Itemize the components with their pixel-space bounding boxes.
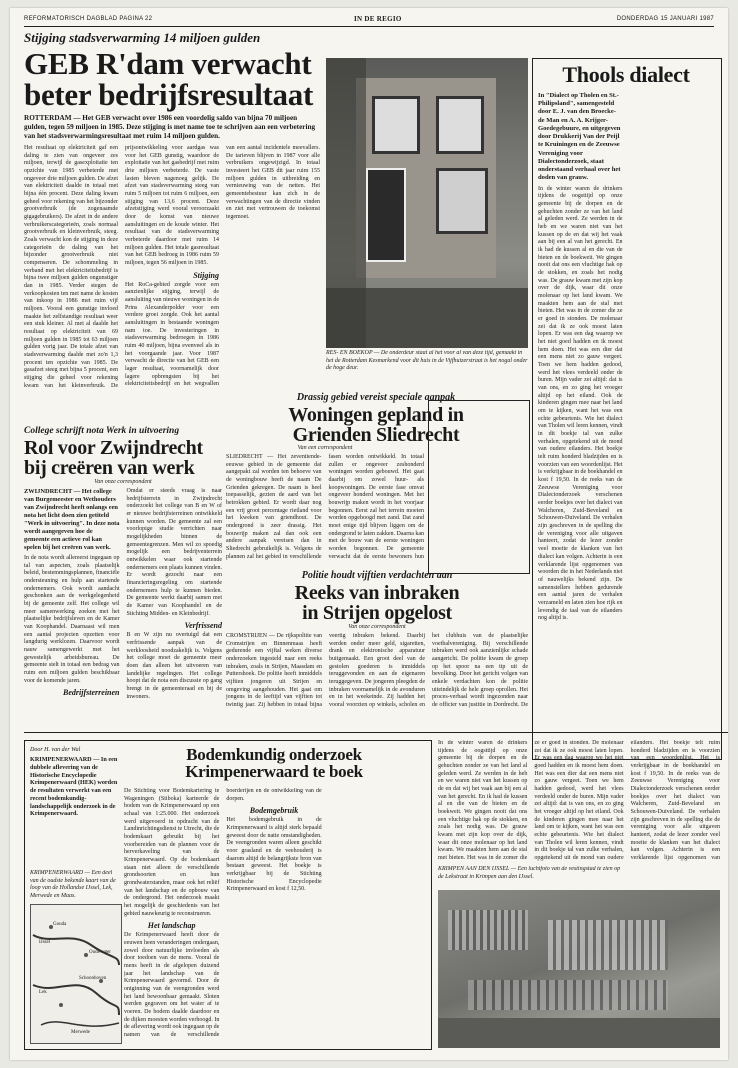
geb-body: Het resultaat op elektriciteit gaf een daling te zien van ongeveer zes miljoen, terwijl de gasexploitatie ten opzichte van 1985 verbeterde met ongeveer drie miljoen gulden. De afzet van elektriciteit daalde in totaal met bijna één procent. Deze daling kwam geheel voor rekening van het bijzonder grootverbruik (de zogenaamde gigagebruikers). De afzet in de andere verbruikerscategorieën, zoals normaal grootverbruik en kleinverbruik, steeg. Zoals verwacht kon de stijging in deze categorieën de daling van het bijzonder grootverbruik niet compenseren. De schommeling in verband met het elektriciteitsbedrijf is bijna twee miljoen gulden ongunstiger dan in 1985. Verder stegen de verkoopkosten ten met name de kosten van inkoop in 1986 met ruim vijf miljoen. Vooral een gunstige invloed maakte het zelfstandige resultaat weer een stuk kleiner. Al met al daalde het resultaat op elektriciteit van 69 miljoen gulden in 1985 tot 63 miljoen gulden vorig jaar. De totale afzet van stadsverwarming daalde met zo'n 1,3 procent ten opzichte van 1985. De gasafzet steeg met bijna 5 procent, een stijging die geheel voor rekening kwam van het kleinverbruik. De prijsontwikkeling voor aardgas was voor het GEB gunstig, waardoor de exploitatie van het gasbedrijf met ruim drie miljoen verbeterde. De vaste lasten bleven nagenoeg gelijk. De afzet van stadsverwarming steeg van ruim 5 miljoen tot ruim 6 miljoen, een stijging van 13,6 procent. Deze afzetstijging werd vooral veroorzaakt door de komst van nieuwe aansluitingen en de koude winter. Het resultaat van de stadsverwarming verbeterde daardoor met ruim 14 miljoen gulden. Het totale gasresultaat van het GEB bedroeg in 1986 ruim 59 miljoen, tegen 56 miljoen in 1985. — [24, 145, 219, 389]
house-photo — [326, 58, 528, 348]
maassluis-article — [432, 404, 524, 568]
geb-body-2: Het RoCa-gebied zorgde voor een aanzienlijke stijging, terwijl de aansluiting van nieuwe woningen in de Prins Alexanderpolder voor een verdere groei zorgde. Ook het aantal aansluitingen in bestaande woningen nam toe. De investeringen in stadsverwarming bedroegen in 1986 ruim 40 miljoen, bijna evenveel als in het voorgaande jaar. Voor 1987 verwacht de directie van het GEB een lager resultaat, voornamelijk door lagere opbrengsten bij het elektriciteitsbedrijf en het wegvallen van een aantal incidentele meevallers. De tarieven blijven in 1987 voor alle verbruikers ongewijzigd. In totaal investeert het GEB dit jaar ruim 155 miljoen gulden in uitbreiding en vernieuwing van de netten. Het gemeentebestuur kan zich in de verwachtingen van de directie vinden en ziet met vertrouwen de toekomst tegemoet. — [125, 145, 320, 388]
krimpenerwaard-headline-1: Bodemkundig onderzoek — [186, 746, 362, 764]
sliedrecht-byline: Van een correspondent — [297, 445, 353, 451]
header-date: DONDERDAG 15 JANUARI 1987 — [616, 16, 714, 22]
old-map-drawing — [31, 905, 121, 1043]
geb-article — [24, 30, 320, 420]
krimpenerwaard-headline-2: Krimpenerwaard te boek — [185, 762, 363, 781]
strijen-article — [226, 570, 528, 730]
strijen-kicker: Politie houdt vijftien verdachten aan — [301, 570, 453, 581]
thools-headline: Thools dialect — [562, 64, 690, 87]
thools-continued — [438, 740, 720, 864]
thools-article — [538, 64, 714, 754]
map-label: Oudewater — [89, 950, 111, 955]
krimpenerwaard-headlines — [124, 746, 424, 786]
krimpenerwaard-body: De Stichting voor Bodemkartering te Wageningen (Stiboka) karteerde de bodem van de Krimpenerwaard op een schaal van 1:25.000. Het onderzoek werd uitgevoerd in opdracht van de Landinrichtingsdienst te Utrecht, die de bodemkaart gebruikt bij het voorbereiden van de plannen voor de herverkaveling van de Krimpenerwaard. Op de bodemkaart staan niet alleen de verschillende grondsoorten en hun grondwaterstanden, maar ook het reliëf van het landschap en de opbouw van de ondergrond. Het onderzoek maakt het mogelijk de geschiedenis van het gebied nauwkeurig te reconstrueren. — [124, 788, 220, 917]
newspaper-page — [10, 8, 728, 1060]
strijen-headline-2: in Strijen opgelost — [302, 602, 452, 624]
map-label: Merwede — [71, 1030, 90, 1035]
thools-lead: In "Dialect op Tholen en St.-Philipsland", samengesteld door E. J. van den Broecke-de Man en A. A. Krijger-Goedegebuure, en uitgegeven door Drukkerij Van der Peijl te Kruiningen en de Zeeuwse Vereniging voor Dialectonderzoek, staat onderstaand verhaal over het doden van grauw. — [538, 92, 621, 182]
zwijndrecht-body: In de nota wordt allereerst ingegaan op tal van aspecten, zoals plaatselijk beleid, bestemmingsplannen, financiële ondersteuning en hulp aan startende ondernemers. Ook wordt aandacht geschonken aan de werkgelegenheid bij de gemeente zelf. Het college wil meer samenwerking zoeken met het plaatselijke bedrijfsleven en de Kamer van Koophandel. Daarnaast wil men een aantal projecten opzetten voor langdurig werklozen. Daarvoor wordt nauw samengewerkt met het gewestelijk arbeidsbureau. De gemeente stelt in totaal een bedrag van ruim een miljoen gulden beschikbaar voor de komende jaren. — [24, 555, 120, 684]
map-label: Schoonhoven — [79, 976, 107, 981]
strijen-body: CROMSTRIJEN — De rijkspolitie van Cromstrijen en Binnenmaas heeft gedurende een vijftal weken diverse onderzoeken ingesteld naar een reeks inbraken, zoals in Strijen, Maasdam en Puttershoek. De politie heeft inmiddels vijftien jongeren uit Strijen en omgeving aangehouden. Het gaat om jongens in de leeftijd van vijftien tot twintig jaar. Zij hebben in totaal bijna veertig inbraken bekend. Daarbij werden onder meer geld, sigaretten, drank en elektronische apparatuur buitgemaakt. Een groot deel van de gestolen goederen is inmiddels teruggevonden en aan de eigenaren teruggegeven. De jongeren pleegden de inbraken voornamelijk in de avonduren en in het weekeinde. Zij hadden het vooral voorzien op winkels, scholen en het clubhuis van de plaatselijke voetbalvereniging. Bij verschillende inbraken werd ook aanzienlijke schade aangericht. De politie kwam de groep op het spoor na een tip uit de bevolking. Door het gericht volgen van enkele verdachten kon de politie uiteindelijk de hele groep oprollen. Het proces-verbaal wordt ingezonden naar de officier van justitie in Dordrecht. De — [226, 633, 528, 709]
thools-body-continued: In de winter waren de drinkers tijdens de oogsttijd op onze gemeente bij de dorpen en de gehuchten zonder ze van het land al geleden werd. Ze werden in de heb en we waren niet van het kussen op de en dat wij het vaak aan bij een al van het gerecht. En ik had de kussen al en die van de bieten en de boekweit. We gingen nooit dat ons een vluchtige hak op de stokken, en zoals het nodig was. De grauw kwam met zijn kop over de dijk, waar dit onze molenaar op het land kwam. We maakten hem aan de stal met bieten. Het was in de zomer die ze er goed in stonden. De molenaar zei dat ik ze ook moest laten lopen. Er was een dag waarop we het niet goed hadden en ik moest hem doen. Het was een dier dat een mens niet zo gauw vergeet. Toen we hem hadden gedood, werd het vlees verdeeld onder de buren. Mijn vader zei altijd: dat is van ons, en zo ging het vroeger altijd op het eiland. Ook de kinderen gingen mee naar het land om te kijken, want het was een echte gebeurtenis. Wie het dialect van Tholen wil leren kennen, vindt in dit boekje tal van zulke verhalen, opgetekend uit de mond van oudere eilanders. Het boekje telt ruim honderd bladzijden en is voorzien van een woordenlijst. Het is verkrijgbaar in de boekhandel en kost f 19,50. In de reeks van de Zeeuwse Vereniging voor Dialectonderzoek verschenen eerder boekjes over het dialect van Walcheren, Zuid-Beveland en Schouwen-Duiveland. De verhalen zijn geschreven in de spelling die de vereniging voor alle uitgaven hanteert, zodat de lezer zonder veel moeite de klanken van het dialect kan volgen. Achterin is een verklarende lijst opgenomen van — [438, 740, 720, 862]
old-map — [30, 904, 122, 1044]
krimpenerwaard-intro — [30, 746, 120, 866]
krimpenerwaard-body-2: De Krimpenerwaard heeft door de eeuwen heen veranderingen ondergaan, zowel door natuurlijke invloeden als door toedoen van de mens. Vooral de mens heeft in de afgelopen duizend jaar het landschap van de Krimpenerwaard gevormd. Door de ontginning van de veengronden werd het land bewoonbaar gemaakt. Sloten werden gegraven om het water af te voeren. De bodem daalde daardoor en de dijken moesten worden verhoogd. In de aflevering wordt ook ingegaan op de namen van de verschillende boerderijen en de ontwikkeling van de dorpen. — [124, 788, 322, 1039]
map-label: Lek — [39, 990, 47, 995]
map-caption: KRIMPENERWAARD — Een deel van de oudste bekende kaart van de loop van de Hollandse IJssel, Lek, Merwede en Maas. — [30, 870, 116, 899]
sliedrecht-body: SLIEDRECHT — Het zeventiende-eeuwse gebied in de gemeente dat aangepakt zal worden ten behoeve van de woningbouw heeft de naam De Grienden gekregen. De naam is heel toepasselijk, gezien de aard van het betrokken gebied. Er wordt daar nog een vrij groot percentage rietland voor het kweken van griendhout. De ondergrond is zeer drassig. Het bouwrijp maken zal dan ook een andere aanpak vereisen dan in Sliedrecht gebruikelijk is. Volgens de plannen zal het gebied in verschillende fasen worden ontwikkeld. In totaal zullen er ongeveer zeshonderd woningen worden gebouwd. Het gaat daarbij om zowel huur- als koopwoningen. De eerste fase omvat ongeveer honderd woningen. Met het bouwrijp maken wordt in het voorjaar begonnen. Eerst zal het terrein moeten worden opgehoogd met zand. Dat zand moet enige tijd blijven liggen om de ondergrond te laten zakken. Daarna kan met de bouw van de eerste woningen worden begonnen. De gemeente verwacht dat de eerste bewoners hun — [226, 454, 424, 560]
geb-lead: ROTTERDAM — Het GEB verwacht over 1986 een voordelig saldo van bijna 70 miljoen gulden, tegen 59 miljoen in 1985. Deze stijging is met name toe te schrijven aan een verbetering van het stadsverwarmingsresultaat met ruim 14 miljoen gulden. — [24, 114, 316, 140]
geb-kicker: Stijging stadsverwarming 14 miljoen gulden — [24, 30, 261, 45]
thools-body: In de winter waren de drinkers tijdens de oogsttijd op onze gemeente bij de dorpen en de gehuchten zonder ze van het land al geleden werd. Ze werden in de heb en we waren niet van het kussen op de en dat wij het vaak aan bij een al van het gerecht. En ik had de kussen al en die van de bieten en de boekweit. We gingen nooit dat ons een vluchtige hak op de stokken, en zoals het nodig was. De grauw kwam met zijn kop over de dijk, waar dit onze molenaar op het land kwam. We maakten hem aan de stal met bieten. Het was in de zomer die ze er goed in stonden. De molenaar zei dat ik ze ook moest laten lopen. Er was een dag waarop we het niet goed hadden en ik moest hem doen. Het was een dier dat een mens niet zo gauw vergeet. Toen we hem hadden gedood, werd het vlees verdeeld onder de buren. Mijn vader zei altijd: dat is van ons, en zo ging het vroeger altijd op het eiland. Ook de kinderen gingen mee naar het land om te kijken, want het was een echte gebeurtenis. Wie het dialect van Tholen wil leren kennen, vindt in dit boekje tal van zulke verhalen, opgetekend uit de mond van oudere eilanders. Het boekje telt ruim honderd bladzijden en is voorzien van een woordenlijst. Het is verkrijgbaar in de boekhandel en kost f 19,50. In de reeks van de Zeeuwse Vereniging voor Dialectonderzoek verschenen eerder boekjes over het dialect van Walcheren, Zuid-Beveland en Schouwen-Duiveland. De verhalen zijn geschreven in de spelling die de vereniging voor alle uitgaven hanteert, zodat de lezer zonder veel moeite de klanken van het dialect kan volgen. Achterin is een verklarende lijst opgenomen van woorden die in het Nederlands niet of nauwelijks bekend zijn. De samenstellers hebben gedurende een aantal jaren de verhalen verzameld en laten zien hoe rijk en levendig de taal van de eilanders nog altijd is. — [538, 185, 623, 622]
zwijndrecht-subhead: Bedrijfsterreinen — [63, 688, 120, 698]
strijen-byline: Van onze correspondent — [348, 624, 406, 630]
krimpenerwaard-columns — [124, 788, 424, 1042]
zwijndrecht-lead: ZWIJNDRECHT — Het college van Burgemeester en Wethouders van Zwijndrecht heeft onlangs een nota het licht doen zien getiteld "Werk in uitvoering". In deze nota wordt aangegeven hoe de gemeente een actieve rol kan spelen bij het creëren van werk. — [24, 488, 120, 551]
sliedrecht-headline-2: Grienden Sliedrecht — [292, 424, 460, 446]
geb-headline-2: beter bedrijfsresultaat — [24, 77, 313, 112]
sliedrecht-kicker: Drassig gebied vereist speciale aanpak — [296, 392, 456, 403]
krimpenerwaard-subhead-2: Bodemgebruik — [249, 806, 299, 816]
header-left: REFORMATORISCH DAGBLAD PAGINA 22 — [24, 16, 153, 22]
zwijndrecht-kicker: College schrijft nota Werk in uitvoering — [24, 426, 180, 436]
sliedrecht-headline-1: Woningen gepland in — [288, 404, 464, 426]
krimpenerwaard-body-3: Het bodemgebruik in de Krimpenerwaard is altijd sterk bepaald geweest door de natte omstandigheden. De veengronden waren alleen geschikt voor grasland en de veehouderij is daarom altijd de belangrijkste bron van bestaan geweest. Het boekje is verkrijgbaar bij de Stichting Historische Encyclopedie Krimpenerwaard en kost f 12,50. — [226, 817, 322, 893]
strijen-headline-1: Reeks van inbraken — [294, 582, 460, 604]
zwijndrecht-subhead-2: Verfrissend — [184, 621, 222, 631]
zwijndrecht-headline-2: bij creëren van werk — [24, 457, 195, 479]
zwijndrecht-byline: Van onze correspondent — [94, 479, 152, 485]
map-label: IJssel — [39, 940, 51, 945]
zwijndrecht-article — [24, 426, 222, 726]
page-header — [24, 14, 714, 27]
zwijndrecht-headline-1: Rol voor Zwijndrecht — [24, 437, 203, 459]
krimpenerwaard-byline: Door H. van der Wal — [30, 747, 81, 753]
krimpenerwaard-subhead: Het landschap — [147, 921, 196, 931]
geb-subhead: Stijging — [193, 270, 219, 280]
krimpenerwaard-lead: KRIMPENERWAARD — In een dubbele aflevering van de Historische Encyclopedie Krimpenerwaard (HEK) worden de resultaten verwerkt van een recent bodemkundig-landschappelijk onderzoek in de Krimpenerwaard. — [30, 756, 118, 818]
zwijndrecht-body-2: Omdat er steeds vraag is naar bedrijfsterrein in Zwijndrecht onderzoekt het college van B en W of er nieuwe bedrijfsterreinen ontwikkeld kunnen worden. De gemeente zal een voorlopige studie verrichten naar mogelijkheden binnen de gemeentegrenzen. Men wil zo spoedig mogelijk een bedrijventerrein ontwikkelen waar ook startende ondernemers een plaats kunnen vinden. Er wordt gezocht naar een financieringsregeling om startende ondernemers hulp te kunnen bieden. De gemeente werkt daarbij samen met de Kamer van Koophandel en de Stichting Midden- en Kleinbedrijf. — [126, 488, 222, 617]
zwijndrecht-body-3: B en W zijn nu overtuigd dat een verfrissende aanpak van de werkloosheid noodzakelijk is. Volgens het college moet de gemeente meer doen dan alleen het uitvoeren van landelijke regelingen. Het college hoopt dat de nota een discussie op gang brengt in de gemeenteraad en bij de inwoners. — [126, 632, 222, 700]
geb-headline-1: GEB R'dam verwacht — [24, 46, 312, 81]
sliedrecht-columns — [226, 444, 424, 564]
house-photo-caption: RES- EN BOEKOP — De onderdeur staat al het voor al van deze tijd, gemaakt in het de Rotterdam Kesmarkend voor dit huis in de Vijfhuizerstraat is het nogal onder de hoge deur. — [326, 350, 528, 371]
map-label: Gouda — [53, 922, 67, 927]
aerial-photo-caption: KRIMPEN AAN DEN IJSSEL — Een luchtfoto van de vestingstad te zien op de Lekstraat in Krimpen aan den IJssel. — [438, 866, 621, 880]
aerial-photo — [438, 890, 720, 1048]
header-section: IN DE REGIO — [354, 15, 402, 23]
